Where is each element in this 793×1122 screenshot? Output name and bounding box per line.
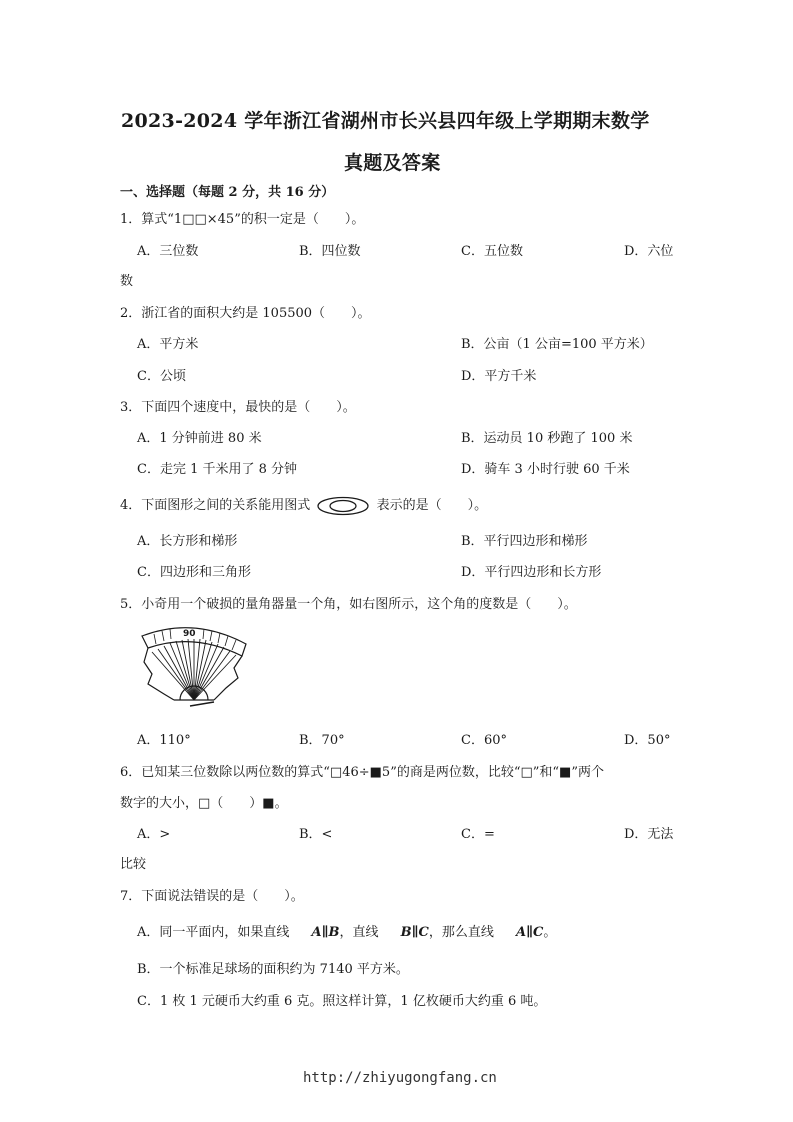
- question-2-option-b: B．公亩（1 公亩=100 平方米）: [461, 337, 653, 352]
- protractor-label-90: 90: [183, 629, 196, 639]
- question-3-option-a: A．1 分钟前进 80 米: [137, 431, 262, 446]
- question-7-relation-bc: B∥C: [400, 925, 429, 940]
- nested-ellipse-icon: [316, 496, 370, 516]
- question-3-option-d: D．骑车 3 小时行驶 60 千米: [461, 462, 630, 477]
- question-1-option-b: B．四位数: [299, 244, 361, 259]
- section-heading: 一、选择题（每题 2 分，共 16 分）: [120, 185, 335, 200]
- question-7-option-c: C．1 枚 1 元硬币大约重 6 克。照这样计算，1 亿枚硬币大约重 6 吨。: [137, 994, 547, 1009]
- question-2-option-d: D．平方千米: [461, 369, 537, 384]
- question-7-relation-ac: A∥C: [516, 925, 544, 940]
- question-1-option-d-wrap: 数: [120, 274, 134, 289]
- question-7-stem: 7．下面说法错误的是（ ）。: [120, 889, 304, 904]
- question-4-stem-pre: 4．下面图形之间的关系能用图式: [120, 498, 311, 513]
- question-5-stem: 5．小奇用一个破损的量角器量一个角，如右图所示，这个角的度数是（ ）。: [120, 597, 577, 612]
- question-7-option-a-mid: ，直线: [339, 925, 379, 940]
- question-2-stem: 2．浙江省的面积大约是 105500（ ）。: [120, 306, 371, 321]
- question-1-option-d: D．六位: [624, 244, 674, 259]
- question-6-stem-line1: 6．已知某三位数除以两位数的算式“□46÷■5”的商是两位数，比较“□”和“■”两个: [120, 765, 604, 780]
- question-5-option-a: A．110°: [137, 733, 191, 748]
- question-4-option-b: B．平行四边形和梯形: [461, 534, 588, 549]
- question-4-option-c: C．四边形和三角形: [137, 565, 251, 580]
- question-1-option-c: C．五位数: [461, 244, 523, 259]
- document-title-line2: 真题及答案: [344, 152, 441, 174]
- question-6-option-d-wrap: 比较: [120, 857, 147, 872]
- question-7-option-a-pre: A．同一平面内，如果直线: [137, 925, 290, 940]
- question-4-option-a: A．长方形和梯形: [137, 534, 238, 549]
- footer-url-link[interactable]: http://zhiyugongfang.cn: [303, 1070, 497, 1086]
- question-3-stem: 3．下面四个速度中，最快的是（ ）。: [120, 400, 356, 415]
- question-1-stem: 1．算式“1□□×45”的积一定是（ ）。: [120, 212, 365, 227]
- question-7-relation-ab: A∥B: [311, 925, 340, 940]
- question-5-option-b: B．70°: [299, 733, 345, 748]
- question-5-option-d: D．50°: [624, 733, 671, 748]
- document-title-line1: 2023-2024 学年浙江省湖州市长兴县四年级上学期期末数学: [121, 110, 650, 132]
- question-1-option-a: A．三位数: [137, 244, 199, 259]
- question-3-option-b: B．运动员 10 秒跑了 100 米: [461, 431, 633, 446]
- question-7-option-a-mid2: ，那么直线: [428, 925, 494, 940]
- question-7-option-a-end: 。: [543, 925, 557, 940]
- question-3-option-c: C．走完 1 千米用了 8 分钟: [137, 462, 298, 477]
- question-2-option-a: A．平方米: [137, 337, 199, 352]
- question-2-option-c: C．公顷: [137, 369, 186, 384]
- question-7-option-a: [137, 921, 556, 940]
- question-6-option-d: D．无法: [624, 827, 674, 842]
- question-4-stem-post: 表示的是（ ）。: [376, 498, 488, 513]
- question-4-option-d: D．平行四边形和长方形: [461, 565, 602, 580]
- question-5-option-c: C．60°: [461, 733, 507, 748]
- question-6-option-c: C．=: [461, 827, 495, 842]
- question-6-stem-line2: 数字的大小，□（ ）■。: [120, 796, 288, 811]
- question-6-option-a: A．>: [137, 827, 171, 842]
- question-4-stem: [120, 494, 487, 516]
- broken-protractor-figure: [134, 622, 254, 710]
- question-7-option-b: B．一个标准足球场的面积约为 7140 平方米。: [137, 962, 409, 977]
- question-6-option-b: B．<: [299, 827, 333, 842]
